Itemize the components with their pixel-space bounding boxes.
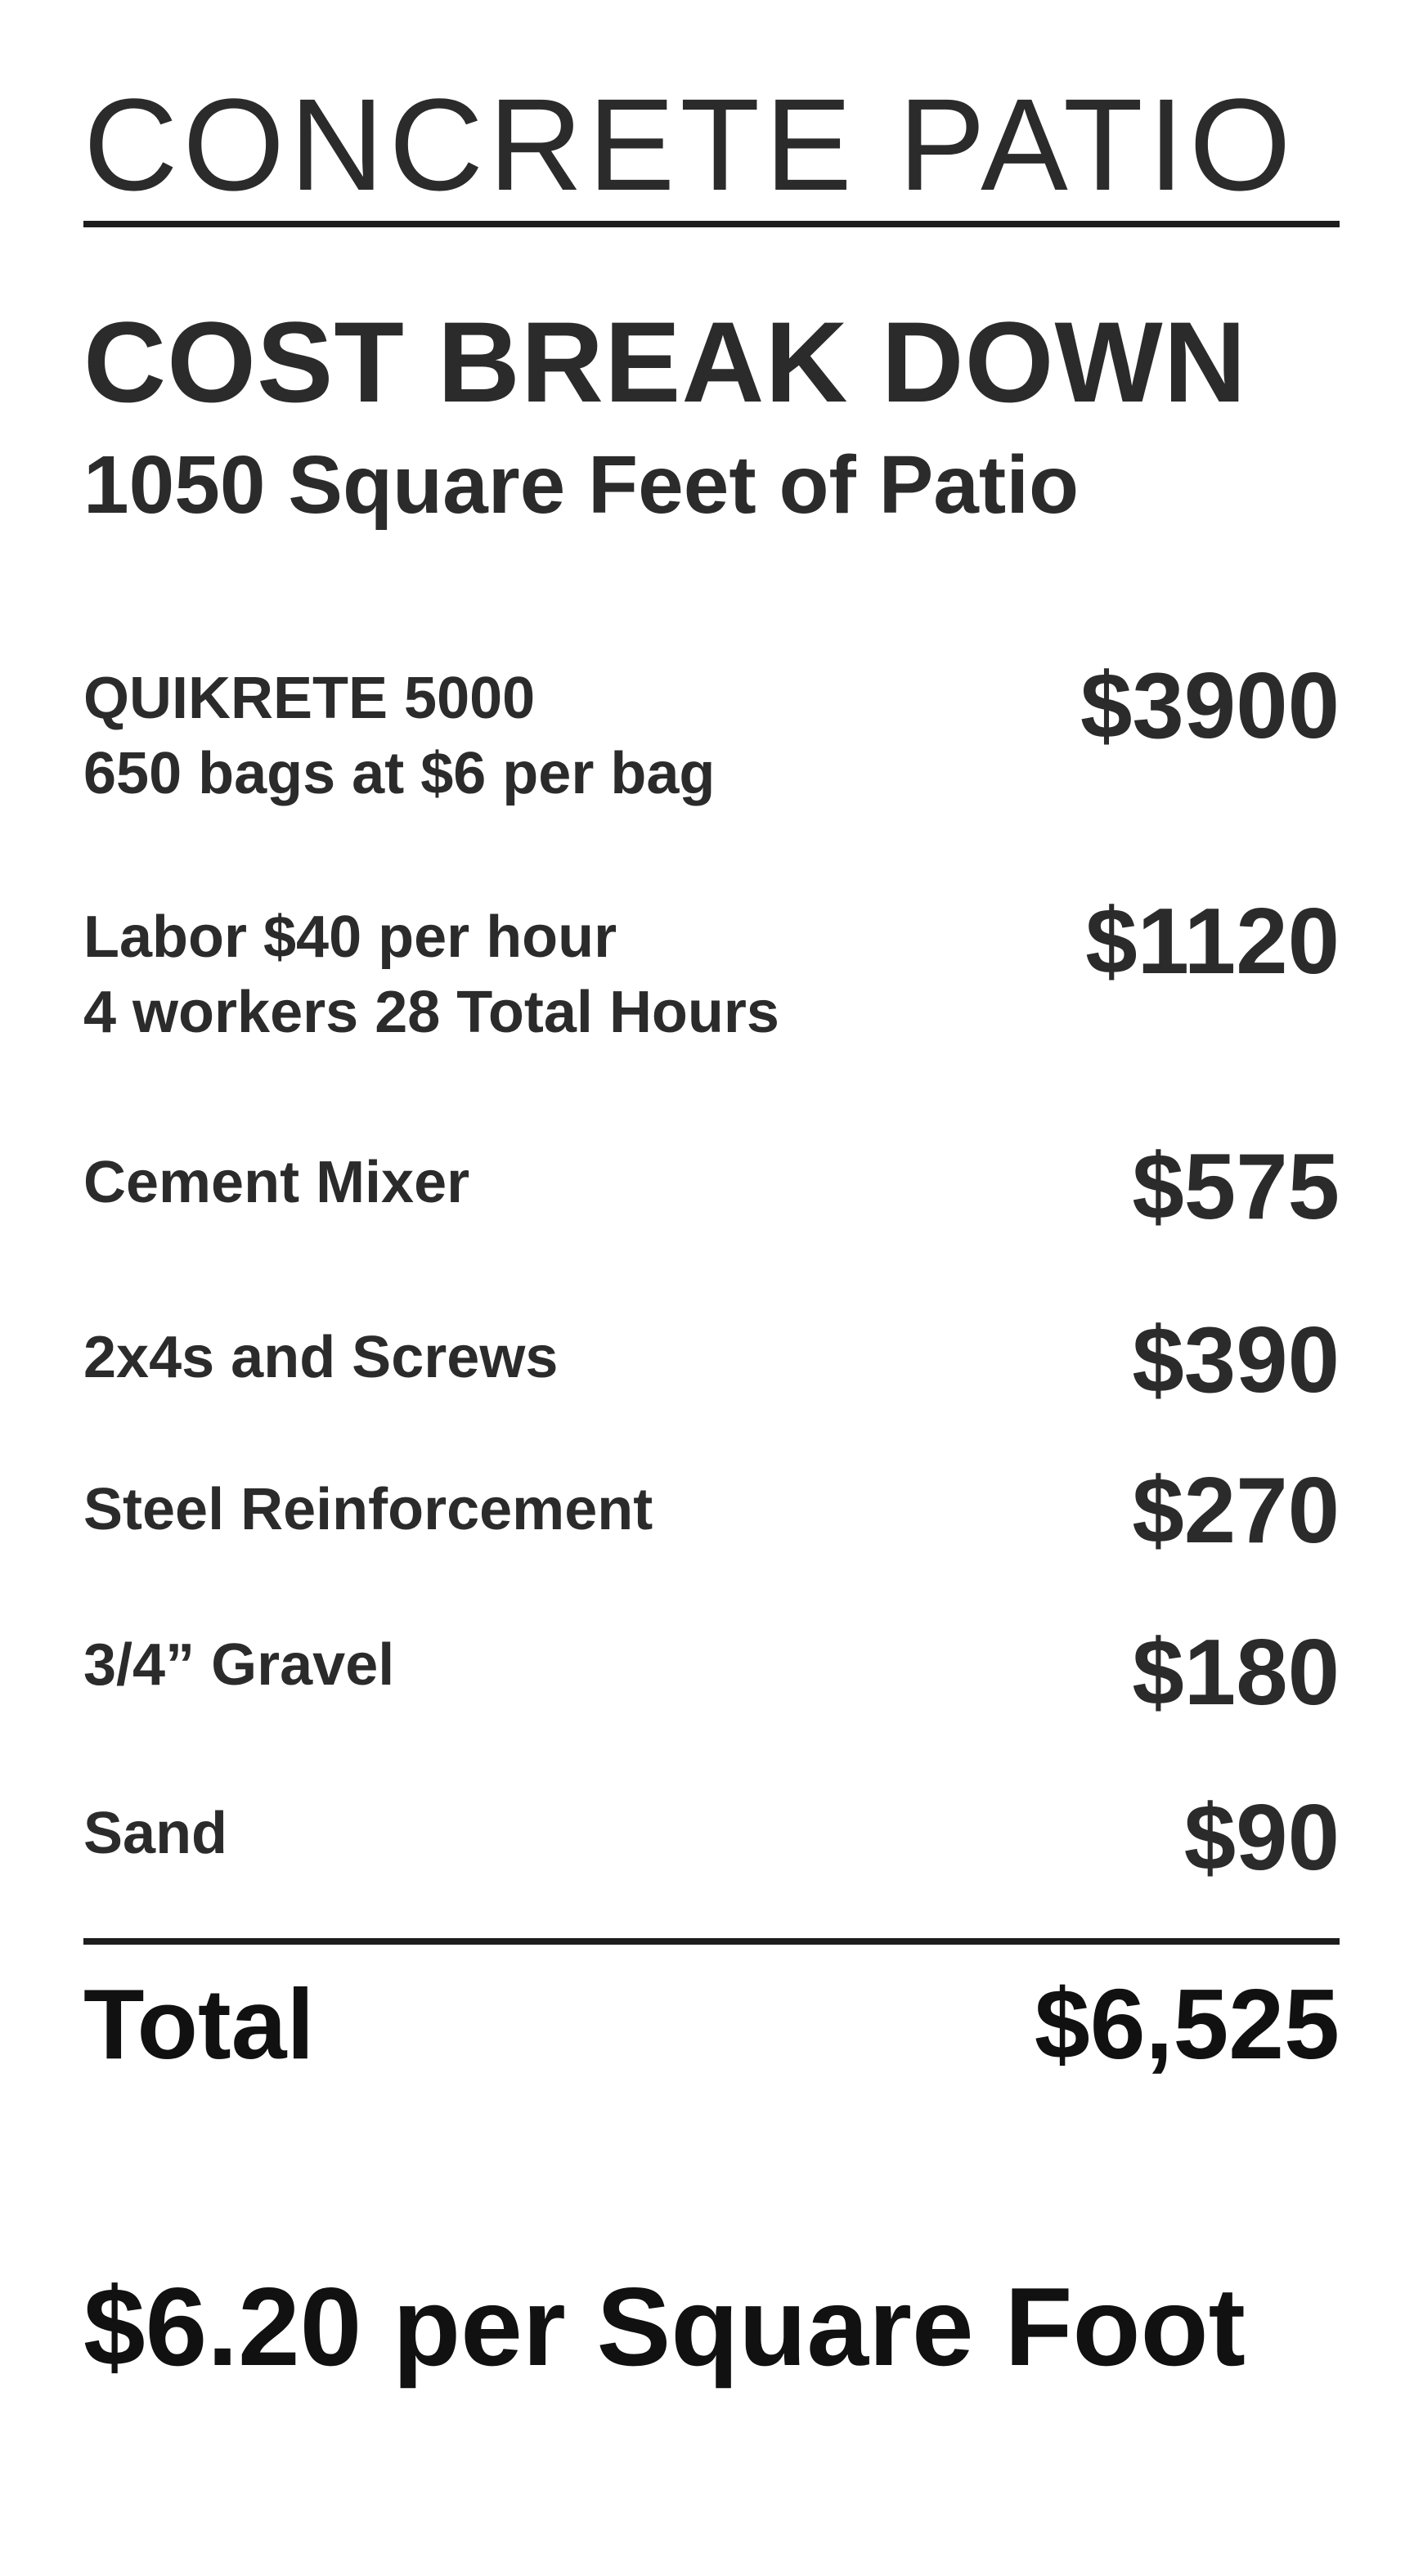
cost-breakdown-page [83, 0, 1340, 2576]
cost-per-square-foot: $6.20 per Square Foot [83, 2264, 1246, 2389]
cost-item-description [83, 661, 715, 811]
cost-item-description [83, 1796, 227, 1871]
cost-item-description [83, 1472, 653, 1547]
title-divider [83, 221, 1340, 227]
cost-item-name: QUIKRETE 5000 [83, 666, 536, 731]
page-title: CONCRETE PATIO [83, 71, 1296, 218]
subtitle: COST BREAK DOWN [83, 298, 1247, 426]
cost-item-price: $390 [1132, 1308, 1340, 1412]
total-value: $6,525 [1034, 1968, 1340, 2080]
cost-item-name: 3/4” Gravel [83, 1632, 395, 1698]
cost-item-price: $3900 [1080, 654, 1340, 758]
cost-item-price: $270 [1132, 1459, 1340, 1563]
patio-area: 1050 Square Feet of Patio [83, 439, 1080, 531]
total-row [83, 1968, 1340, 2085]
cost-item-description [83, 1320, 558, 1395]
cost-item-price: $575 [1132, 1135, 1340, 1239]
cost-item-description [83, 900, 779, 1050]
cost-item-price: $1120 [1085, 890, 1340, 994]
total-label: Total [83, 1968, 315, 2080]
cost-item-name: Sand [83, 1801, 228, 1866]
total-divider [83, 1938, 1340, 1945]
cost-item-description [83, 1145, 469, 1220]
cost-item-name: Steel Reinforcement [83, 1477, 653, 1542]
cost-item-name: Cement Mixer [83, 1150, 470, 1215]
cost-item-price: $90 [1183, 1786, 1340, 1890]
cost-item-detail: 4 workers 28 Total Hours [83, 980, 779, 1045]
cost-item-detail: 650 bags at $6 per bag [83, 741, 716, 806]
cost-item-price: $180 [1132, 1621, 1340, 1725]
cost-item-name: Labor $40 per hour [83, 904, 617, 970]
cost-item-description [83, 1627, 394, 1703]
cost-item-name: 2x4s and Screws [83, 1325, 559, 1390]
